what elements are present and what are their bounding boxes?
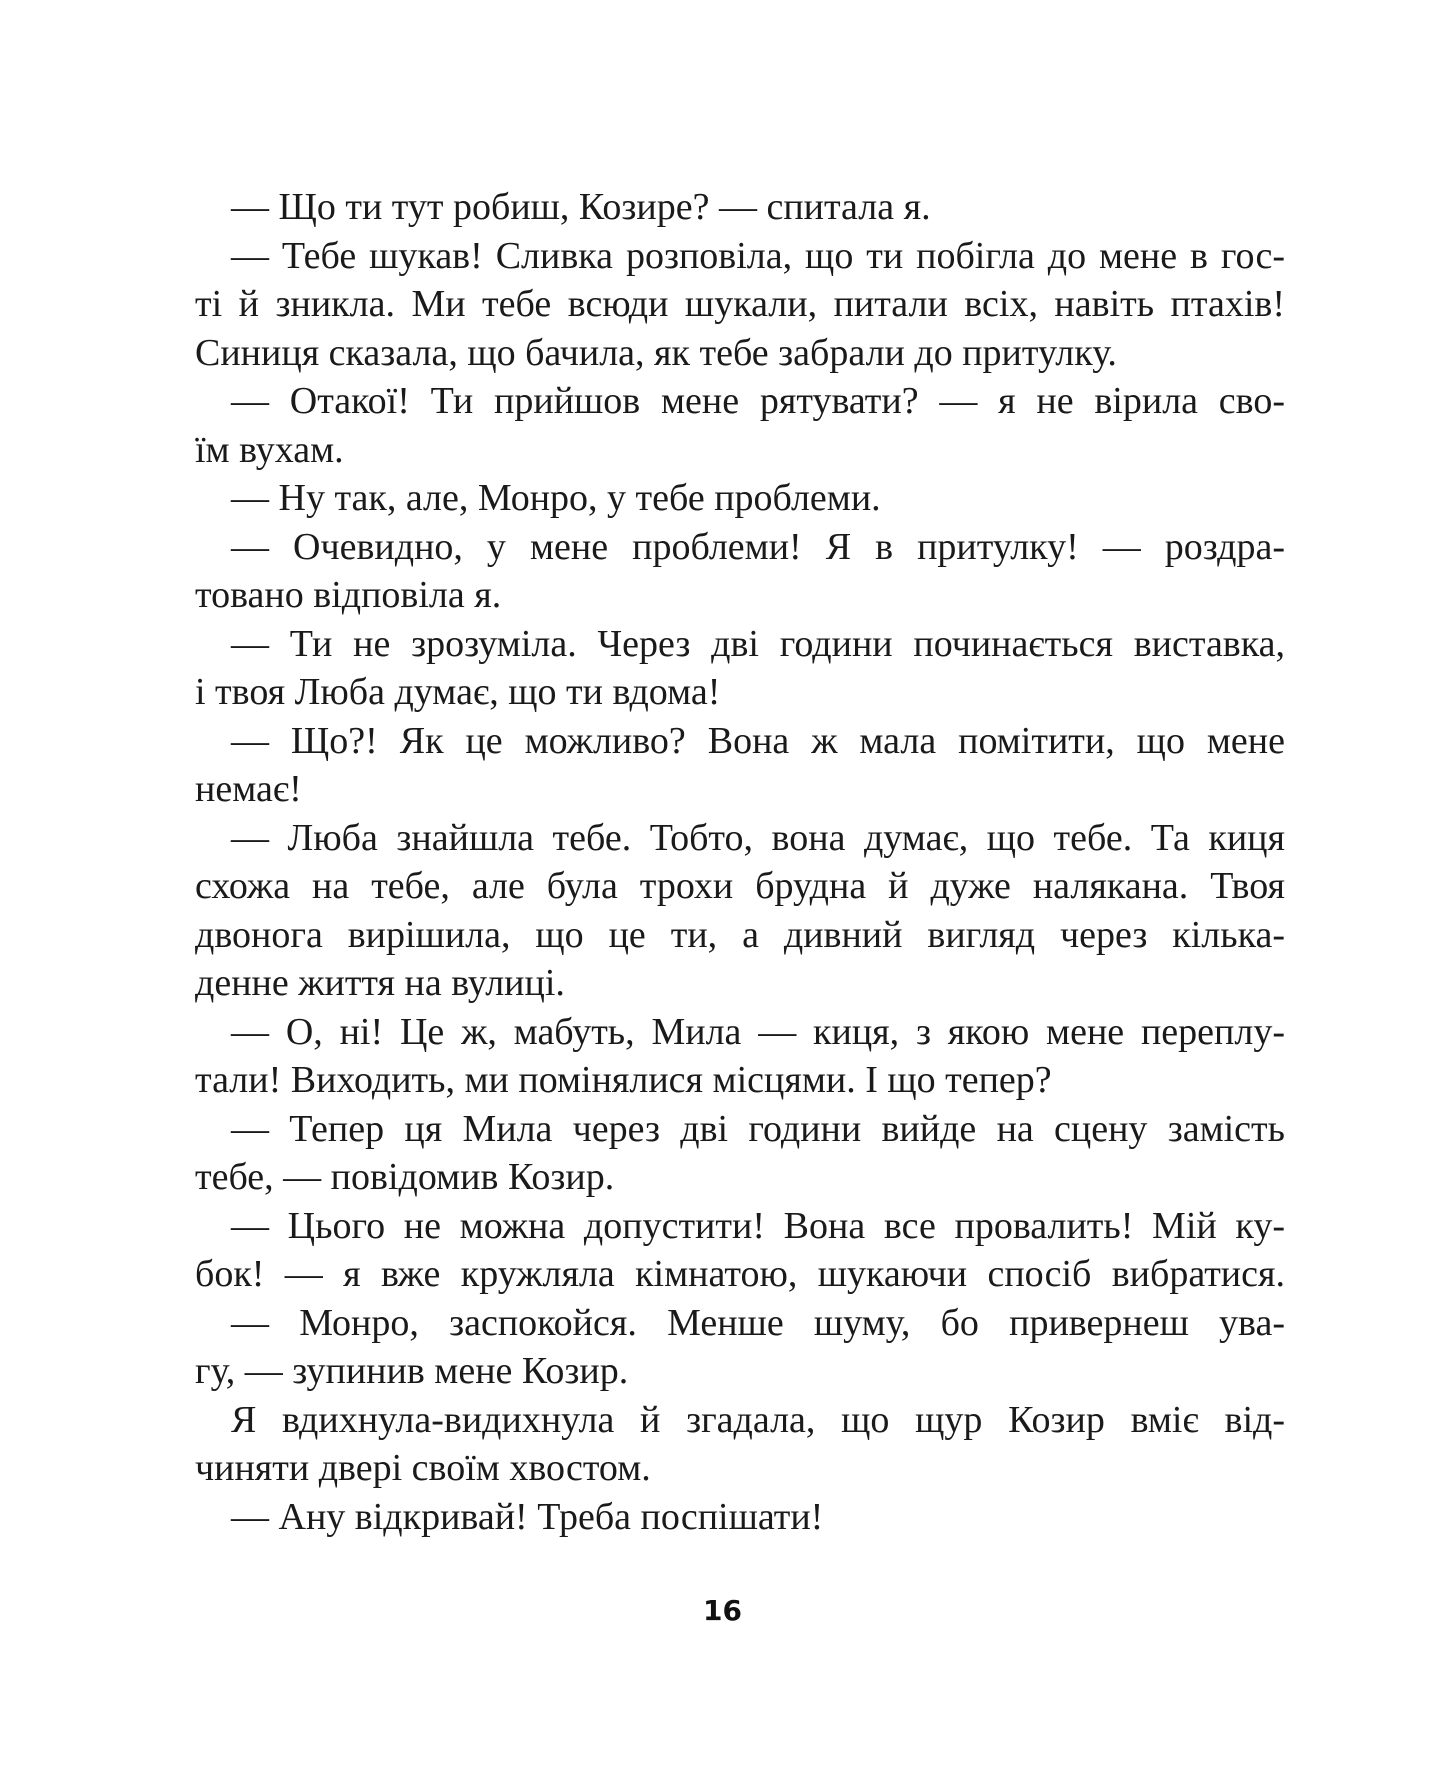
text-line: чиняти двері своїм хвостом. [195, 1447, 651, 1489]
text-line: двонога вирішила, що це ти, а дивний вигляд через кілька- [195, 913, 1285, 956]
text-line: схожа на тебе, але була трохи брудна й дуже налякана. Твоя [195, 865, 1285, 907]
text-line: тали! Виходить, ми помінялися місцями. І що тепер? [195, 1059, 1052, 1101]
text-line: — Очевидно, у мене проблеми! Я в притулку! — роздра- [231, 525, 1285, 568]
text-line: — Цього не можна допустити! Вона все провалить! Мій ку- [231, 1204, 1285, 1247]
text-line: Синиця сказала, що бачила, як тебе забрали до притулку. [195, 331, 1117, 374]
text-line: немає! [195, 768, 302, 810]
text-line: — Тебе шукав! Сливка розповіла, що ти побігла до мене в гос- [231, 234, 1285, 277]
text-line: бок! — я вже кружляла кімнатою, шукаючи спосіб вибратися. [195, 1253, 1285, 1295]
text-line: — Що ти тут робиш, Козире? — спитала я. [231, 186, 931, 228]
text-line: денне життя на вулиці. [195, 962, 565, 1004]
text-line: — Ну так, але, Монро, у тебе проблеми. [231, 477, 881, 519]
text-line: їм вухам. [195, 428, 344, 471]
text-line: — Що?! Як це можливо? Вона ж мала помітити, що мене [231, 719, 1285, 762]
text-line: — Тепер ця Мила через дві години вийде на сцену замість [231, 1107, 1285, 1150]
text-line: — Ану відкривай! Треба поспішати! [231, 1495, 824, 1538]
text-line: і твоя Люба думає, що ти вдома! [195, 671, 721, 713]
body-text [195, 183, 1285, 1541]
text-line: ті й зникла. Ми тебе всюди шукали, питали всіх, навіть птахів! [195, 283, 1285, 325]
page-number: 16 [703, 1594, 742, 1627]
text-line: — Люба знайшла тебе. Тобто, вона думає, що тебе. Та киця [231, 816, 1285, 859]
text-line: — Ти не зрозуміла. Через дві години починається виставка, [231, 622, 1285, 665]
text-line: — О, ні! Це ж, мабуть, Мила — киця, з якою мене переплу- [231, 1010, 1285, 1053]
text-line: тебе, — повідомив Козир. [195, 1156, 615, 1198]
text-line: Я вдихнула-видихнула й згадала, що щур Козир вміє від- [231, 1398, 1285, 1441]
text-line: товано відповіла я. [195, 574, 502, 616]
text-line: — Отакої! Ти прийшов мене рятувати? — я не вірила сво- [231, 380, 1285, 422]
text-line: гу, — зупинив мене Козир. [195, 1350, 629, 1392]
text-line: — Монро, заспокойся. Менше шуму, бо привернеш ува- [231, 1301, 1285, 1344]
